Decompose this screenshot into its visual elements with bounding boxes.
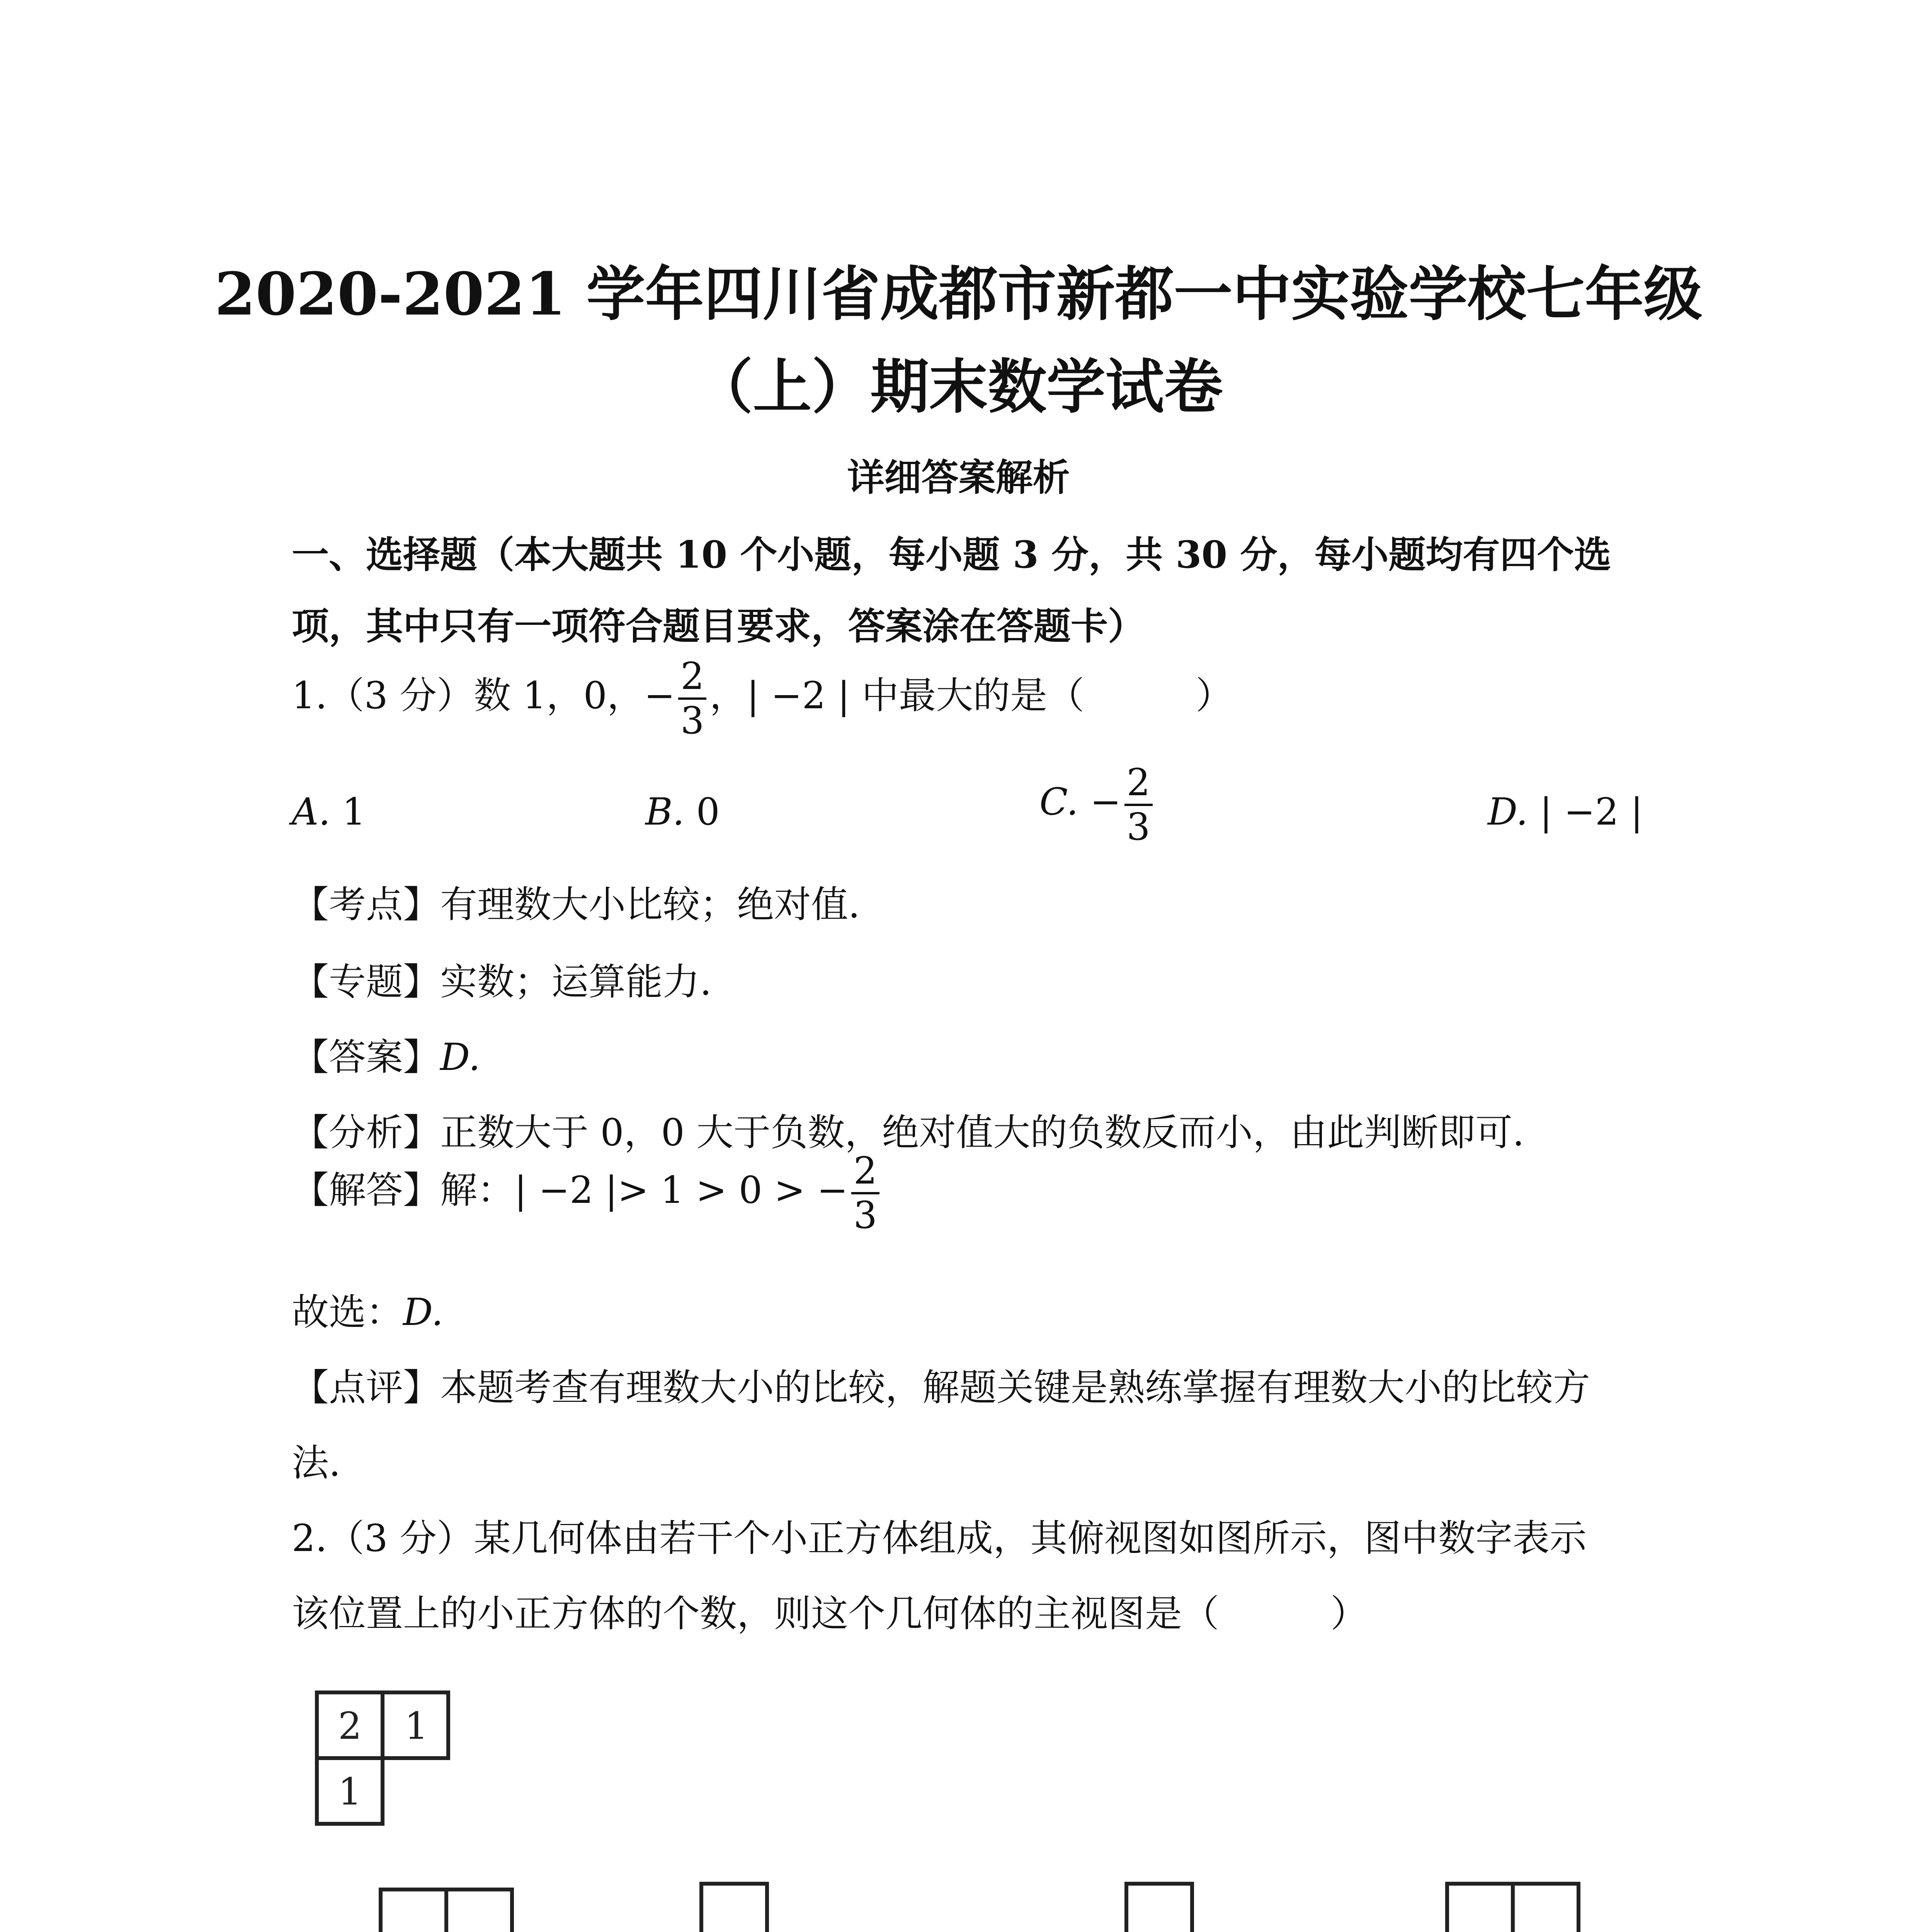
frac-den: 3: [853, 1193, 877, 1237]
value: 正数大于 0，0 大于负数，绝对值大的负数反而小，由此判断即可.: [440, 1111, 1524, 1154]
q1-dianping-line2: 法.: [292, 1441, 341, 1485]
view-square: [1126, 1884, 1192, 1932]
q2-topview-figure: [315, 1690, 454, 1826]
q1-zhuanti: [292, 952, 712, 1005]
label: 【点评】: [292, 1366, 440, 1409]
q1-option-a: [292, 790, 366, 833]
q1-option-c-fraction: [1124, 763, 1153, 847]
q1-stem-prefix: 1.（3 分）数 1，0，: [292, 673, 644, 717]
q2-stem: 2.（3 分）某几何体由若干个小正方体组成，其俯视图如图所示，图中数字表示: [292, 1517, 1587, 1560]
topview-number: 1: [338, 1770, 362, 1813]
view-square: [381, 1889, 446, 1932]
q2-option-b-figure: [699, 1882, 839, 1932]
view-square: [701, 1884, 767, 1932]
option-text: | −2 |: [1528, 790, 1643, 833]
frac-num: 2: [853, 1149, 877, 1192]
q1-option-b: [645, 790, 720, 833]
q1-stem-suffix: ，| −2 | 中最大的是（ ）: [709, 673, 1233, 717]
option-letter: D.: [1488, 790, 1528, 833]
page-subtitle: 详细答案解析: [847, 456, 1070, 499]
q1-jieda-fraction: [851, 1151, 879, 1235]
view-square: [1513, 1884, 1579, 1932]
option-letter: C.: [1039, 780, 1078, 823]
q1-jieda: [292, 1151, 883, 1235]
q2-option-c-figure: [1059, 1882, 1198, 1932]
q1-kaodian: [292, 875, 860, 928]
q1-guxuan: [292, 1283, 443, 1336]
topview-number: 2: [338, 1704, 362, 1748]
label: 【专题】: [292, 960, 440, 1003]
page-title: 2020-2021 学年四川省成都市新都一中实验学校七年级: [214, 259, 1703, 328]
value: 解：| −2 |> 1 > 0 > −: [440, 1168, 848, 1212]
q1-option-c: [1039, 763, 1156, 847]
value: 本题考查有理数大小的比较，解题关键是熟练掌握有理数大小的比较方: [440, 1366, 1590, 1409]
view-square: [446, 1889, 512, 1932]
label: 【分析】: [292, 1111, 440, 1154]
q1-dianping: [292, 1358, 1590, 1411]
q1-answer: [292, 1028, 480, 1081]
label: 【解答】: [292, 1168, 440, 1212]
q1-stem-frac-den: 3: [680, 699, 704, 742]
option-text: 1: [330, 790, 366, 833]
option-letter: B.: [645, 790, 685, 833]
q1-option-d: [1488, 790, 1643, 833]
frac-den: 3: [1126, 805, 1150, 849]
q2-option-a-figure: [379, 1888, 518, 1932]
section-heading: 一、选择题（本大题共 10 个小题，每小题 3 分，共 30 分，每小题均有四个选: [292, 533, 1611, 577]
q1-stem-sign: −: [644, 673, 675, 717]
option-sign: −: [1078, 780, 1121, 823]
q1-stem-fraction: [678, 657, 706, 740]
section-heading-line2: 项，其中只有一项符合题目要求，答案涂在答题卡）: [292, 604, 1145, 648]
frac-num: 2: [1126, 761, 1150, 804]
value: 实数；运算能力.: [440, 960, 712, 1003]
q2-stem-line2: 该位置上的小正方体的个数，则这个几何体的主视图是（ ）: [292, 1592, 1368, 1635]
q1-stem: [292, 657, 1233, 740]
value: D.: [440, 1036, 481, 1079]
q1-stem-frac-num: 2: [680, 655, 704, 698]
page-title-line2: （上）期末数学试卷: [694, 352, 1223, 421]
q2-option-d-figure: [1445, 1882, 1584, 1932]
q1-fenxi: [292, 1103, 1524, 1156]
value: 有理数大小比较；绝对值.: [440, 883, 860, 926]
view-square: [1447, 1884, 1513, 1932]
label: 【答案】: [292, 1036, 440, 1079]
topview-number: 1: [405, 1704, 429, 1748]
value: D.: [403, 1291, 444, 1334]
label: 故选：: [292, 1291, 403, 1334]
option-letter: A.: [292, 790, 330, 833]
option-text: 0: [684, 790, 720, 833]
label: 【考点】: [292, 883, 440, 926]
